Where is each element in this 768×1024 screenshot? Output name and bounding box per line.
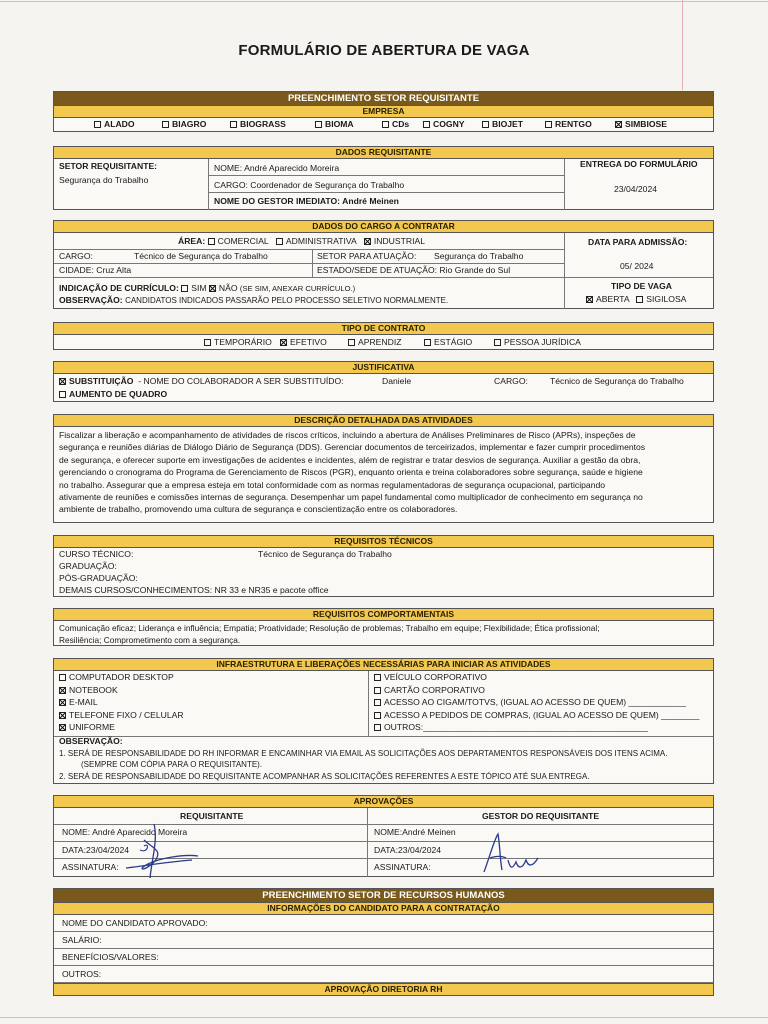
infra-checkbox[interactable] [374,687,381,694]
infra-checkbox[interactable] [59,687,66,694]
divider [208,175,564,176]
indicacao-sim-checkbox[interactable] [181,285,188,292]
aprov-gestor-assinatura: ASSINATURA: [374,862,431,872]
comportamentais-line: Comunicação eficaz; Liderança e influência; Empatia; Proatividade; Resolução de problemas; Trabalho em equipe; Flexibilidade; Ética profissional; [59,623,600,633]
gestor-imediato: NOME DO GESTOR IMEDIATO: André Meinen [214,196,399,206]
cargo-label: CARGO: [59,251,93,261]
empresa-checkbox[interactable] [482,121,489,128]
area-label: ADMINISTRATIVA [285,236,357,246]
dados-requisitante-section [53,146,714,210]
indicacao-label: INDICAÇÃO DE CURRÍCULO: [59,283,179,293]
divider [368,671,369,736]
infra-obs-1b: (SEMPRE COM CÓPIA PARA O REQUISITANTE). [81,760,263,769]
contrato-checkbox[interactable] [494,339,501,346]
comportamentais-text [59,622,711,647]
indicacao-nao-label: NÃO [218,283,238,293]
area-checkbox[interactable] [364,238,371,245]
vaga-sigilosa-label: SIGILOSA [646,294,687,304]
empresa-option[interactable] [382,119,409,130]
infra-label: COMPUTADOR DESKTOP [69,672,174,682]
indicacao-note: (SE SIM, ANEXAR CURRÍCULO.) [239,284,356,293]
infra-option[interactable] [374,685,485,696]
infra-option[interactable] [59,722,115,733]
vaga-aberta-label: ABERTA [596,294,630,304]
requisitos-tecnicos-header: REQUISITOS TÉCNICOS [54,536,713,548]
divider [54,277,713,278]
descricao-line: Fiscalizar a liberação e acompanhamento de atividades de riscos críticos, incluindo a abertura de Análises Preliminares de Risco (APRs), inspeções de [59,430,636,440]
descricao-line: ativamente de reuniões e comissões internas de segurança. Desempenhar um papel fundamental como multiplicador de conhecimento em segurança no [59,492,643,503]
contrato-label: APRENDIZ [358,337,402,347]
gestor-signature [476,830,546,876]
descricao-line: gerenciando o cronograma do Programa de Gerenciamento de Riscos (PGR), enquanto orienta e treina colaboradores sobre segurança, saúde e higiene [59,467,643,478]
infra-checkbox[interactable] [59,712,66,719]
infra-option[interactable] [374,710,699,721]
contrato-label: PESSOA JURÍDICA [504,337,581,347]
rh-info-header: INFORMAÇÕES DO CANDIDATO PARA A CONTRATAÇÃO [54,902,713,915]
divider [367,808,368,877]
infra-obs-1: 1. SERÁ DE RESPONSABILIDADE DO RH INFORMAR E ENCAMINHAR VIA EMAIL AS SOLICITAÇÕES AOS DEPARTAMENTOS RESPONSÁVEIS DOS ITENS ACIMA. [59,749,668,758]
empresa-option[interactable] [482,119,523,130]
divider [564,233,565,309]
empresa-option[interactable] [423,119,465,130]
empresa-option[interactable] [315,119,354,130]
colaborador-value: Daniele [382,376,412,386]
dados-cargo-header: DADOS DO CARGO A CONTRATAR [54,221,713,233]
infra-option[interactable] [59,710,184,721]
contrato-checkbox[interactable] [424,339,431,346]
infra-option[interactable] [59,685,118,696]
empresa-checkbox[interactable] [423,121,430,128]
requisitante-nome: NOME: André Aparecido Moreira [214,163,340,173]
tipo-contrato-header: TIPO DE CONTRATO [54,323,713,335]
dados-cargo-section [53,220,714,309]
area-checkbox[interactable] [276,238,283,245]
aprov-gestor-nome: NOME:André Meinen [374,827,456,837]
empresa-checkbox[interactable] [230,121,237,128]
setor-requisitante-value: Segurança do Trabalho [59,175,149,185]
comportamentais-line: Resiliência; Comprometimento com a segurança. [59,635,241,646]
area-options [208,236,433,246]
form-title: FORMULÁRIO DE ABERTURA DE VAGA [238,42,530,59]
infraestrutura-header: INFRAESTRUTURA E LIBERAÇÕES NECESSÁRIAS PARA INICIAR AS ATIVIDADES [54,659,713,671]
infra-checkbox[interactable] [59,674,66,681]
aumento-quadro-label: AUMENTO DE QUADRO [69,389,168,399]
diretoria-rh-header: APROVAÇÃO DIRETORIA RH [54,983,713,995]
setor-requisitante-label: SETOR REQUISITANTE: [59,161,158,171]
divider [54,948,713,949]
substituicao-checkbox[interactable] [59,378,66,385]
pos-graduacao-label: PÓS-GRADUAÇÃO: [59,573,138,583]
rh-beneficios: BENEFÍCIOS/VALORES: [62,952,159,962]
empresa-checkbox[interactable] [382,121,389,128]
divider [54,263,564,264]
area-label: INDUSTRIAL [373,236,425,246]
divider [54,965,713,966]
requisitos-comportamentais-section [53,608,714,646]
infra-label: E-MAIL [69,697,98,707]
empresa-label: BIOJET [492,119,524,129]
empresa-option[interactable] [615,119,667,130]
empresa-checkbox[interactable] [615,121,622,128]
infra-label: NOTEBOOK [69,684,118,695]
admissao-label: DATA PARA ADMISSÃO: [588,237,688,247]
contrato-option[interactable] [494,337,581,348]
rh-outros: OUTROS: [62,969,102,979]
infra-label: VEÍCULO CORPORATIVO [384,672,487,682]
divider [564,159,565,210]
empresa-label: BIOMA [325,119,354,129]
aprov-req-assinatura: ASSINATURA: [62,862,119,872]
infra-label: ACESSO AO CIGAM/TOTVS, (IGUAL AO ACESSO DE QUEM) ____________ [384,697,686,707]
requisitante-signature [114,820,204,882]
infra-label: TELEFONE FIXO / CELULAR [69,709,184,720]
observacao-text: CANDIDATOS INDICADOS PASSARÃO PELO PROCESSO SELETIVO NORMALMENTE. [125,296,449,305]
empresa-checkbox[interactable] [545,121,552,128]
rh-nome-candidato: NOME DO CANDIDATO APROVADO: [62,918,208,928]
graduacao-label: GRADUAÇÃO: [59,561,117,571]
requisitante-cargo: CARGO: Coordenador de Segurança do Trabalho [214,180,405,190]
infra-option[interactable] [374,722,648,733]
infra-label: OUTROS:_______________________________________________ [384,722,648,732]
curso-tecnico-value: Técnico de Segurança do Trabalho [258,549,392,559]
estado-sede: ESTADO/SEDE DE ATUAÇÃO: Rio Grande do Sul [317,265,511,275]
area-checkbox[interactable] [208,238,215,245]
contrato-option[interactable] [424,337,472,348]
contrato-label: EFETIVO [290,337,327,347]
indicacao-nao-checkbox[interactable] [209,285,216,292]
empresa-option[interactable] [94,119,135,130]
area-label: ÁREA: [178,236,206,246]
demais-cursos: DEMAIS CURSOS/CONHECIMENTOS: NR 33 e NR35 e pacote office [59,585,329,595]
vaga-sigilosa-checkbox[interactable] [636,296,643,303]
infra-option[interactable] [59,672,174,683]
divider [54,736,713,737]
justificativa-cargo-value: Técnico de Segurança do Trabalho [550,376,684,386]
divider [312,249,313,277]
empresa-option[interactable] [230,119,286,130]
rh-section [53,888,714,996]
dados-requisitante-header: DADOS REQUISITANTE [54,147,713,159]
requisitos-tecnicos-section [53,535,714,597]
descricao-line: ambiente de trabalho, promovendo uma cultura de segurança e conscientização entre os colaboradores. [59,504,458,515]
empresa-label: BIAGRO [172,119,207,129]
aprov-req-data: DATA:23/04/2024 [62,845,130,855]
aprov-req-nome: NOME: André Aparecido Moreira [62,827,188,837]
aprovacoes-header: APROVAÇÕES [54,796,713,808]
substituicao-label: SUBSTITUIÇÃO [69,376,134,386]
scan-edge-line [0,1017,768,1018]
empresa-section [53,91,714,132]
divider [208,192,564,193]
contrato-checkbox[interactable] [280,339,287,346]
contrato-checkbox[interactable] [204,339,211,346]
justificativa-cargo-label: CARGO: [494,376,528,386]
cargo-value: Técnico de Segurança do Trabalho [134,251,268,261]
descricao-line: no trabalho. Assegurar que a empresa esteja em total conformidade com as normas regulamentadoras de segurança ocupacional, participando [59,479,606,490]
scan-edge-line [0,1,768,2]
gestor-header: GESTOR DO REQUISITANTE [482,811,600,821]
colaborador-label: - NOME DO COLABORADOR A SER SUBSTITUÍDO: [138,376,344,386]
infra-label: UNIFORME [69,722,115,732]
requisitante-header: REQUISITANTE [180,811,244,821]
curso-tecnico-label: CURSO TÉCNICO: [59,549,134,559]
tipo-vaga-label: TIPO DE VAGA [611,281,672,291]
empresa-checkbox[interactable] [315,121,322,128]
contrato-label: TEMPORÁRIO [214,337,272,347]
infra-label: CARTÃO CORPORATIVO [384,684,485,695]
infra-option[interactable] [59,697,98,708]
descricao-line: de segurança, e oferecer suporte em investigações de acidentes e incidentes, além de registrar e tratar desvios de segurança. Auxiliar a gestão da obra, [59,454,641,465]
requisitos-comportamentais-header: REQUISITOS COMPORTAMENTAIS [54,609,713,621]
empresa-option[interactable] [162,119,206,130]
empresa-option[interactable] [545,119,592,130]
empresa-label: RENTGO [555,119,592,129]
empresa-label: COGNY [433,119,465,129]
empresa-checkbox[interactable] [94,121,101,128]
infra-checkbox[interactable] [374,724,381,731]
indicacao-sim-label: SIM [191,283,207,293]
contrato-checkbox[interactable] [348,339,355,346]
empresa-label: ALADO [104,119,135,129]
empresa-checkbox[interactable] [162,121,169,128]
divider [54,931,713,932]
infra-checkbox[interactable] [59,699,66,706]
area-label: COMERCIAL [217,236,269,246]
contrato-label: ESTÁGIO [434,337,473,347]
infra-checkbox[interactable] [374,712,381,719]
aprov-gestor-data: DATA:23/04/2024 [374,845,442,855]
descricao-header: DESCRIÇÃO DETALHADA DAS ATIVIDADES [54,415,713,427]
requisitante-section-header: PREENCHIMENTO SETOR REQUISITANTE [54,92,713,105]
vaga-aberta-checkbox[interactable] [586,296,593,303]
tipo-contrato-section [53,322,714,350]
empresa-label: SIMBIOSE [625,119,668,129]
infra-checkbox[interactable] [374,674,381,681]
rh-section-header: PREENCHIMENTO SETOR DE RECURSOS HUMANOS [54,889,713,902]
contrato-option[interactable] [204,337,272,348]
admissao-value: 05/ 2024 [620,261,654,271]
justificativa-header: JUSTIFICATIVA [54,362,713,374]
empresa-header: EMPRESA [54,105,713,118]
rh-salario: SALÁRIO: [62,935,102,945]
empresa-label: BIOGRASS [240,119,286,129]
descricao-line: segurança e reuniões diárias de Diálogo Diário de Segurança (DDS). Gerenciar documentos de terceirizados, implementar e fazer cumprir procedimentos [59,442,646,453]
infra-checkbox[interactable] [59,724,66,731]
contrato-option[interactable] [280,337,327,348]
setor-atuacao-label: SETOR PARA ATUAÇÃO: [317,251,417,261]
justificativa-section [53,361,714,402]
observacao-label: OBSERVAÇÃO: [59,295,123,305]
setor-atuacao-value: Segurança do Trabalho [434,251,524,261]
infraestrutura-section [53,658,714,784]
aumento-quadro-checkbox[interactable] [59,391,66,398]
descricao-section [53,414,714,523]
infra-label: ACESSO A PEDIDOS DE COMPRAS, (IGUAL AO ACESSO DE QUEM) ________ [384,709,700,720]
entrega-formulario-label: ENTREGA DO FORMULÁRIO [580,159,698,169]
cidade: CIDADE: Cruz Alta [59,265,132,275]
infra-option[interactable] [374,672,487,683]
aprovacoes-section [53,795,714,877]
empresa-label: CDs [392,119,410,129]
entrega-formulario-date: 23/04/2024 [614,184,658,194]
infra-obs-2: 2. SERÁ DE RESPONSABILIDADE DO REQUISITANTE ACOMPANHAR AS SOLICITAÇÕES REFERENTES A ESTE TÓPICO ATÉ SUA ENTREGA. [59,772,590,781]
contrato-option[interactable] [348,337,401,348]
infra-observacao-label: OBSERVAÇÃO: [59,736,123,746]
descricao-text [59,429,711,516]
infra-option[interactable] [374,697,686,708]
divider [54,249,564,250]
infra-checkbox[interactable] [374,699,381,706]
divider [208,159,209,210]
